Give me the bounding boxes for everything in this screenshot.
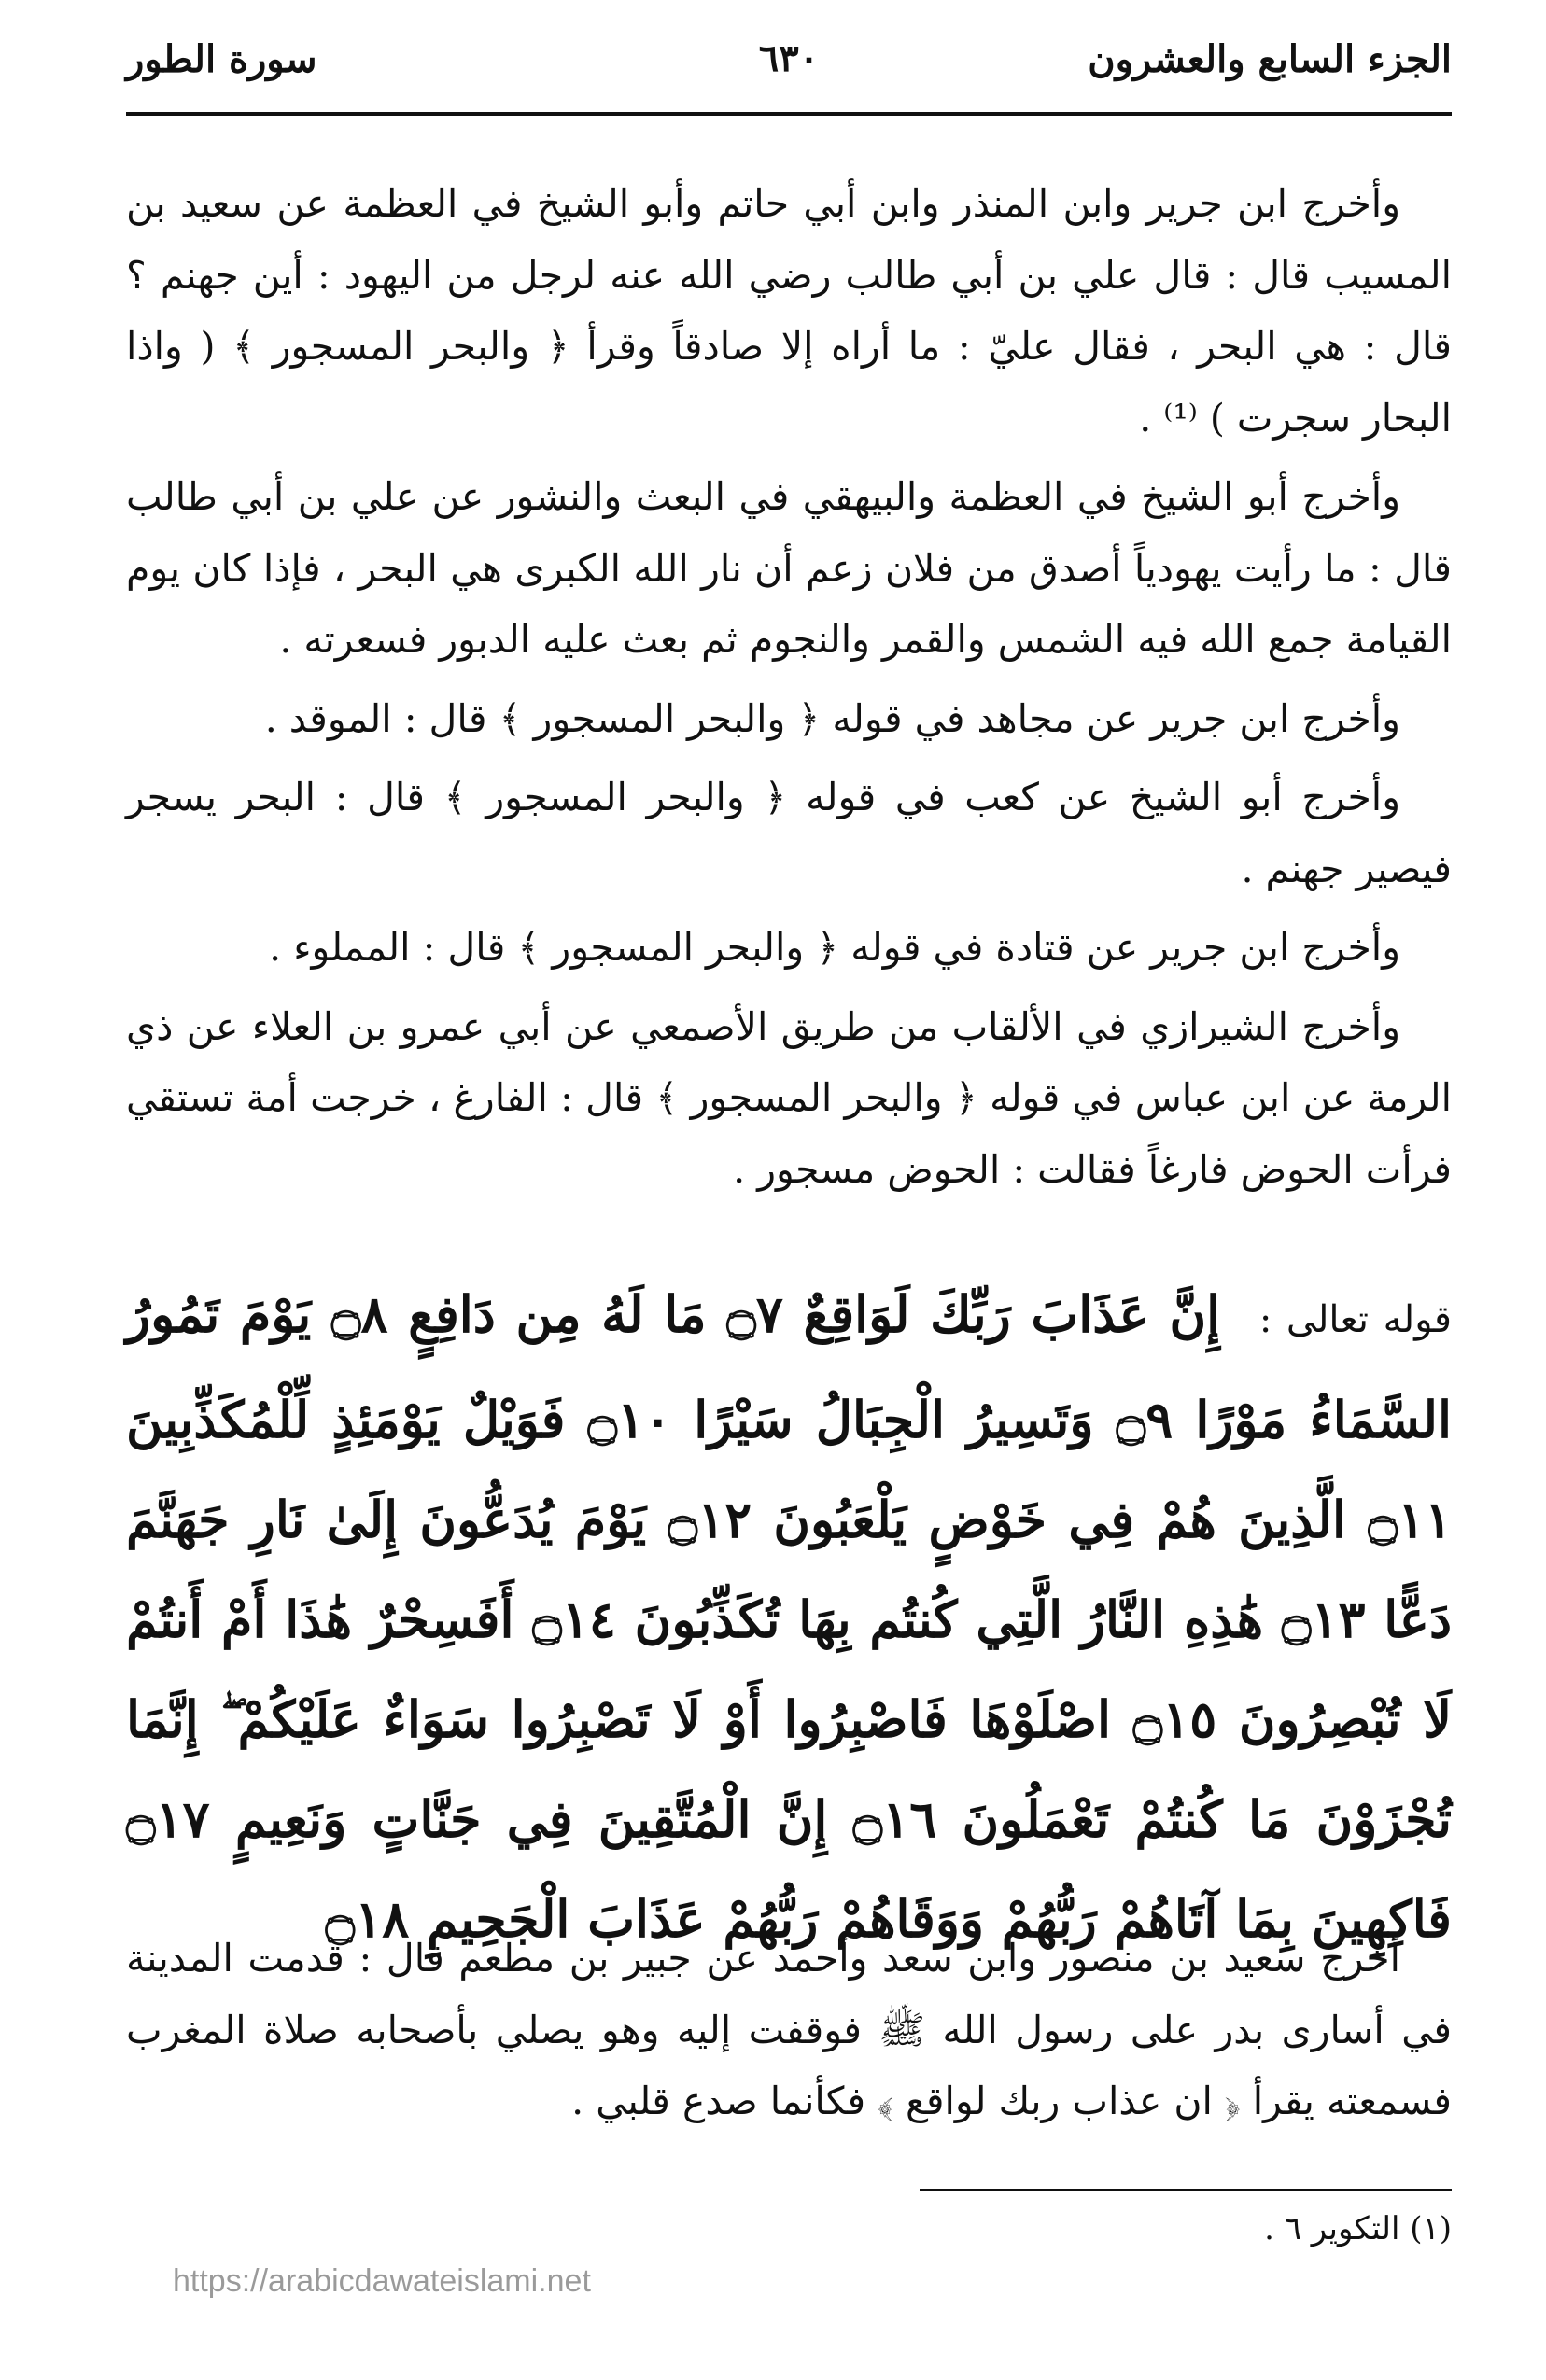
page-header — [126, 26, 1452, 91]
juz-title: الجزء السابع والعشرون — [1088, 36, 1452, 81]
page — [126, 0, 1452, 2380]
quran-verses — [126, 1265, 1452, 1969]
paragraph: أخرج سعيد بن منصور وابن سعد وأحمد عن جبير بن مطعم قال : قدمت المدينة في أسارى بدر على رسول الله ﷺ فوقفت إليه وهو يصلي بأصحابه صلاة المغرب فسمعته يقرأ ﴿ ان عذاب ربك لواقع ﴾ فكأنما صدع قلبي . — [126, 1936, 1452, 2123]
commentary-top — [126, 168, 1452, 1212]
paragraph: وأخرج ابن جرير عن مجاهد في قوله ﴿ والبحر المسجور ﴾ قال : الموقد . — [264, 695, 1400, 741]
surah-title: سورة الطور — [126, 36, 317, 81]
watermark-url: https://arabicdawateislami.net — [173, 2263, 591, 2299]
page-number: ٦٣٠ — [758, 36, 820, 80]
paragraph: وأخرج أبو الشيخ في العظمة والبيهقي في البعث والنشور عن علي بن أبي طالب قال : ما رأيت يهودياً أصدق من فلان زعم أن نار الله الكبرى هي البحر ، فإذا كان يوم القيامة جمع الله فيه الشمس والقمر والنجوم ثم بعث عليه الدبور فسعرته . — [126, 474, 1452, 662]
footnote-divider — [920, 2189, 1452, 2191]
quran-text: إِنَّ عَذَابَ رَبِّكَ لَوَاقِعٌ ۝٧ مَا لَهُ مِن دَافِعٍ ۝٨ يَوْمَ تَمُورُ السَّمَاءُ مَوْرًا ۝٩ وَتَسِيرُ الْجِبَالُ سَيْرًا ۝١٠ فَوَيْلٌ يَوْمَئِذٍ لِّلْمُكَذِّبِينَ ۝١١ الَّذِينَ هُمْ فِي خَوْضٍ يَلْعَبُونَ ۝١٢ يَوْمَ يُدَعُّونَ إِلَىٰ نَارِ جَهَنَّمَ دَعًّا ۝١٣ هَٰذِهِ النَّارُ الَّتِي كُنتُم بِهَا تُكَذِّبُونَ ۝١٤ أَفَسِحْرٌ هَٰذَا أَمْ أَنتُمْ لَا تُبْصِرُونَ ۝١٥ اصْلَوْهَا فَاصْبِرُوا أَوْ لَا تَصْبِرُوا سَوَاءٌ عَلَيْكُمْ ۖ إِنَّمَا تُجْزَوْنَ مَا كُنتُمْ تَعْمَلُونَ ۝١٦ إِنَّ الْمُتَّقِينَ فِي جَنَّاتٍ وَنَعِيمٍ ۝١٧ فَاكِهِينَ بِمَا آتَاهُمْ رَبُّهُمْ وَوَقَاهُمْ رَبُّهُمْ عَذَابَ الْجَحِيمِ ۝١٨ — [126, 1284, 1453, 1949]
header-divider — [126, 112, 1452, 116]
commentary-bottom — [126, 1923, 1452, 2145]
paragraph: وأخرج الشيرازي في الألقاب من طريق الأصمعي عن أبي عمرو بن العلاء عن ذي الرمة عن ابن عباس في قوله ﴿ والبحر المسجور ﴾ قال : الفارغ ، خرجت أمة تستقي فرأت الحوض فارغاً فقالت : الحوض مسجور . — [126, 1003, 1452, 1192]
quran-verses-block — [126, 1265, 1452, 1969]
paragraph: وأخرج ابن جرير عن قتادة في قوله ﴿ والبحر المسجور ﴾ قال : المملوء . — [269, 925, 1400, 970]
paragraph: وأخرج ابن جرير وابن المنذر وابن أبي حاتم وأبو الشيخ في العظمة عن سعيد بن المسيب قال : قال علي بن أبي طالب رضي الله عنه لرجل من اليهود : أين جهنم ؟ قال : هي البحر ، فقال عليّ : ما أراه إلا صادقاً وقرأ ﴿ والبحر المسجور ﴾ ( واذا البحار سجرت ) ⁽¹⁾ . — [126, 181, 1452, 441]
quran-intro: قوله تعالى : — [1258, 1298, 1452, 1341]
footnote: (١) التكوير ٦ . — [1264, 2210, 1452, 2247]
paragraph: وأخرج أبو الشيخ عن كعب في قوله ﴿ والبحر المسجور ﴾ قال : البحر يسجر فيصير جهنم . — [126, 775, 1452, 891]
